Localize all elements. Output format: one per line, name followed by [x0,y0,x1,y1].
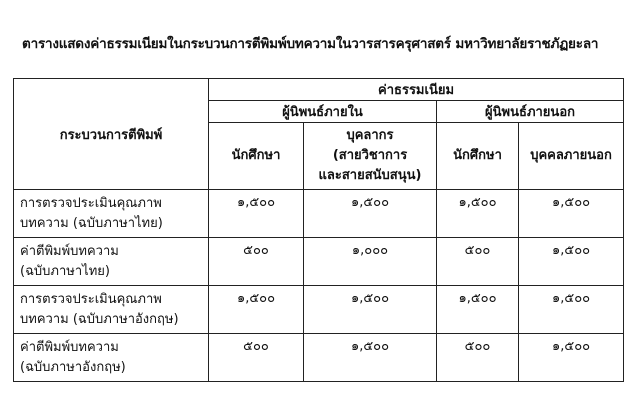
table-row [14,286,624,334]
fee-cell: ๕๐๐ [437,238,519,286]
fee-cell: ๕๐๐ [209,334,304,382]
external-author-header: ผู้นิพนธ์ภายนอก [437,101,624,123]
document-title: ตารางแสดงค่าธรรมเนียมในกระบวนการตีพิมพ์บทความในวารสารครุศาสตร์ มหาวิทยาลัยราชภัฏยะลา [22,36,599,52]
table-row [14,238,624,286]
fee-cell: ๑,๕๐๐ [519,238,624,286]
fee-cell: ๑,๕๐๐ [437,286,519,334]
fee-cell: ๑,๕๐๐ [519,190,624,238]
fee-cell: ๑,๕๐๐ [304,334,437,382]
internal-student-header: นักศึกษา [209,123,304,190]
fee-cell: ๕๐๐ [209,238,304,286]
fee-cell: ๑,๕๐๐ [304,190,437,238]
process-cell: ค่าตีพิมพ์บทความ (ฉบับภาษาไทย) [14,238,209,286]
external-person-header: บุคคลภายนอก [519,123,624,190]
fee-group-header: ค่าธรรมเนียม [209,79,624,101]
fee-cell: ๑,๕๐๐ [209,190,304,238]
fee-cell: ๑,๕๐๐ [209,286,304,334]
process-cell: ค่าตีพิมพ์บทความ (ฉบับภาษาอังกฤษ) [14,334,209,382]
fee-cell: ๑,๕๐๐ [519,286,624,334]
process-cell: การตรวจประเมินคุณภาพ บทความ (ฉบับภาษาอังกฤษ) [14,286,209,334]
fee-cell: ๑,๕๐๐ [304,286,437,334]
fee-cell: ๑,๕๐๐ [437,190,519,238]
internal-staff-header: บุคลากร (สายวิชาการ และสายสนับสนุน) [304,123,437,190]
fee-cell: ๑,๐๐๐ [304,238,437,286]
internal-author-header: ผู้นิพนธ์ภายใน [209,101,437,123]
fee-cell: ๕๐๐ [437,334,519,382]
process-column-header: กระบวนการตีพิมพ์ [14,79,209,190]
external-student-header: นักศึกษา [437,123,519,190]
fee-table [13,78,624,382]
process-cell: การตรวจประเมินคุณภาพ บทความ (ฉบับภาษาไทย) [14,190,209,238]
table-row [14,190,624,238]
header-row-fee [14,79,624,101]
fee-cell: ๑,๕๐๐ [519,334,624,382]
table-row [14,334,624,382]
